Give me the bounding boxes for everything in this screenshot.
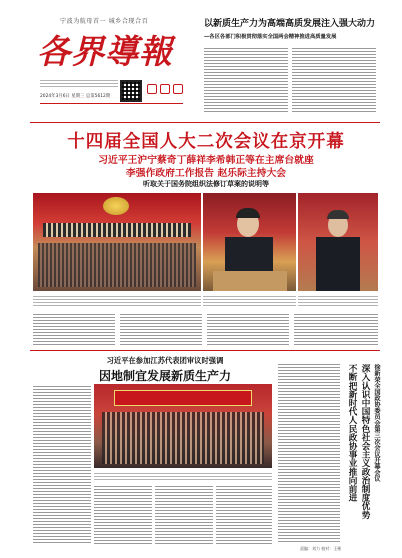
masthead-meta-block [40,78,118,89]
top-right-body-col1 [204,46,288,114]
caption-photo-4 [94,471,272,480]
second-headline: 因地制宜发展新质生产力 [98,369,231,383]
masthead-date: 2024年3月6日 星期三 总第5612期 [40,94,111,99]
top-right-body-col2 [292,46,376,114]
second-body-col4 [216,484,272,544]
right-vertical-headline-3: 不断把新时代人民政协事业推向前进 [347,364,357,502]
caption-photo-2 [203,294,296,307]
photo-assembly-hall [33,193,201,291]
lead-headline: 十四届全国人大二次会议在京开幕 [67,132,345,152]
top-right-headline: 以新质生产力为高端高质发展注入强大动力 [204,19,376,29]
section-rule [30,122,380,123]
caption-photo-3 [298,294,378,307]
photo-chairman [298,193,378,291]
newspaper-logo: 各界導報 [37,32,173,71]
lead-body-col3 [207,312,289,346]
caption-photo-1 [33,294,201,307]
right-vertical-headline-group [342,360,382,544]
footer-editors: 责编：刘力 校对：王彬 [300,546,342,551]
lead-body-col2 [120,312,202,346]
section-rule-2 [30,350,380,351]
qr-code-icon [120,80,142,102]
second-body-col2 [94,484,152,544]
lead-body-col1 [33,312,115,346]
photo-jiangsu-delegation [94,384,272,468]
lead-subhead-1: 习近平王沪宁蔡奇丁薛祥李希韩正等在主席台就座 [98,155,314,166]
top-right-subhead: —各区各部门积极贯彻落实全国两会精神推进高质量发展 [204,34,337,40]
second-body-col1 [33,384,91,544]
second-body-col3 [155,484,213,544]
lead-subline: 听取关于国务院组织法修订草案的说明等 [143,179,269,188]
masthead-icon-1 [147,84,157,94]
photo-speaker-report [203,193,296,291]
right-vertical-headline-2: 深入认识中国特色社会主义政治制度优势 [360,364,370,519]
second-kicker: 习近平在参加江苏代表团审议时强调 [106,356,224,365]
masthead-icon-3 [173,84,183,94]
lead-subhead-2: 李强作政府工作报告 赵乐际主持大会 [125,168,287,179]
right-vertical-headline-4: 徐新荣全国政协委员会第三次会议开幕会议 [373,364,380,482]
right-body-col [278,362,340,544]
masthead-slogan: 宁波为航母首一 城乡合现合百 [60,18,149,25]
lead-body-col4 [294,312,378,346]
masthead-divider [40,103,183,104]
masthead-icon-2 [160,84,170,94]
